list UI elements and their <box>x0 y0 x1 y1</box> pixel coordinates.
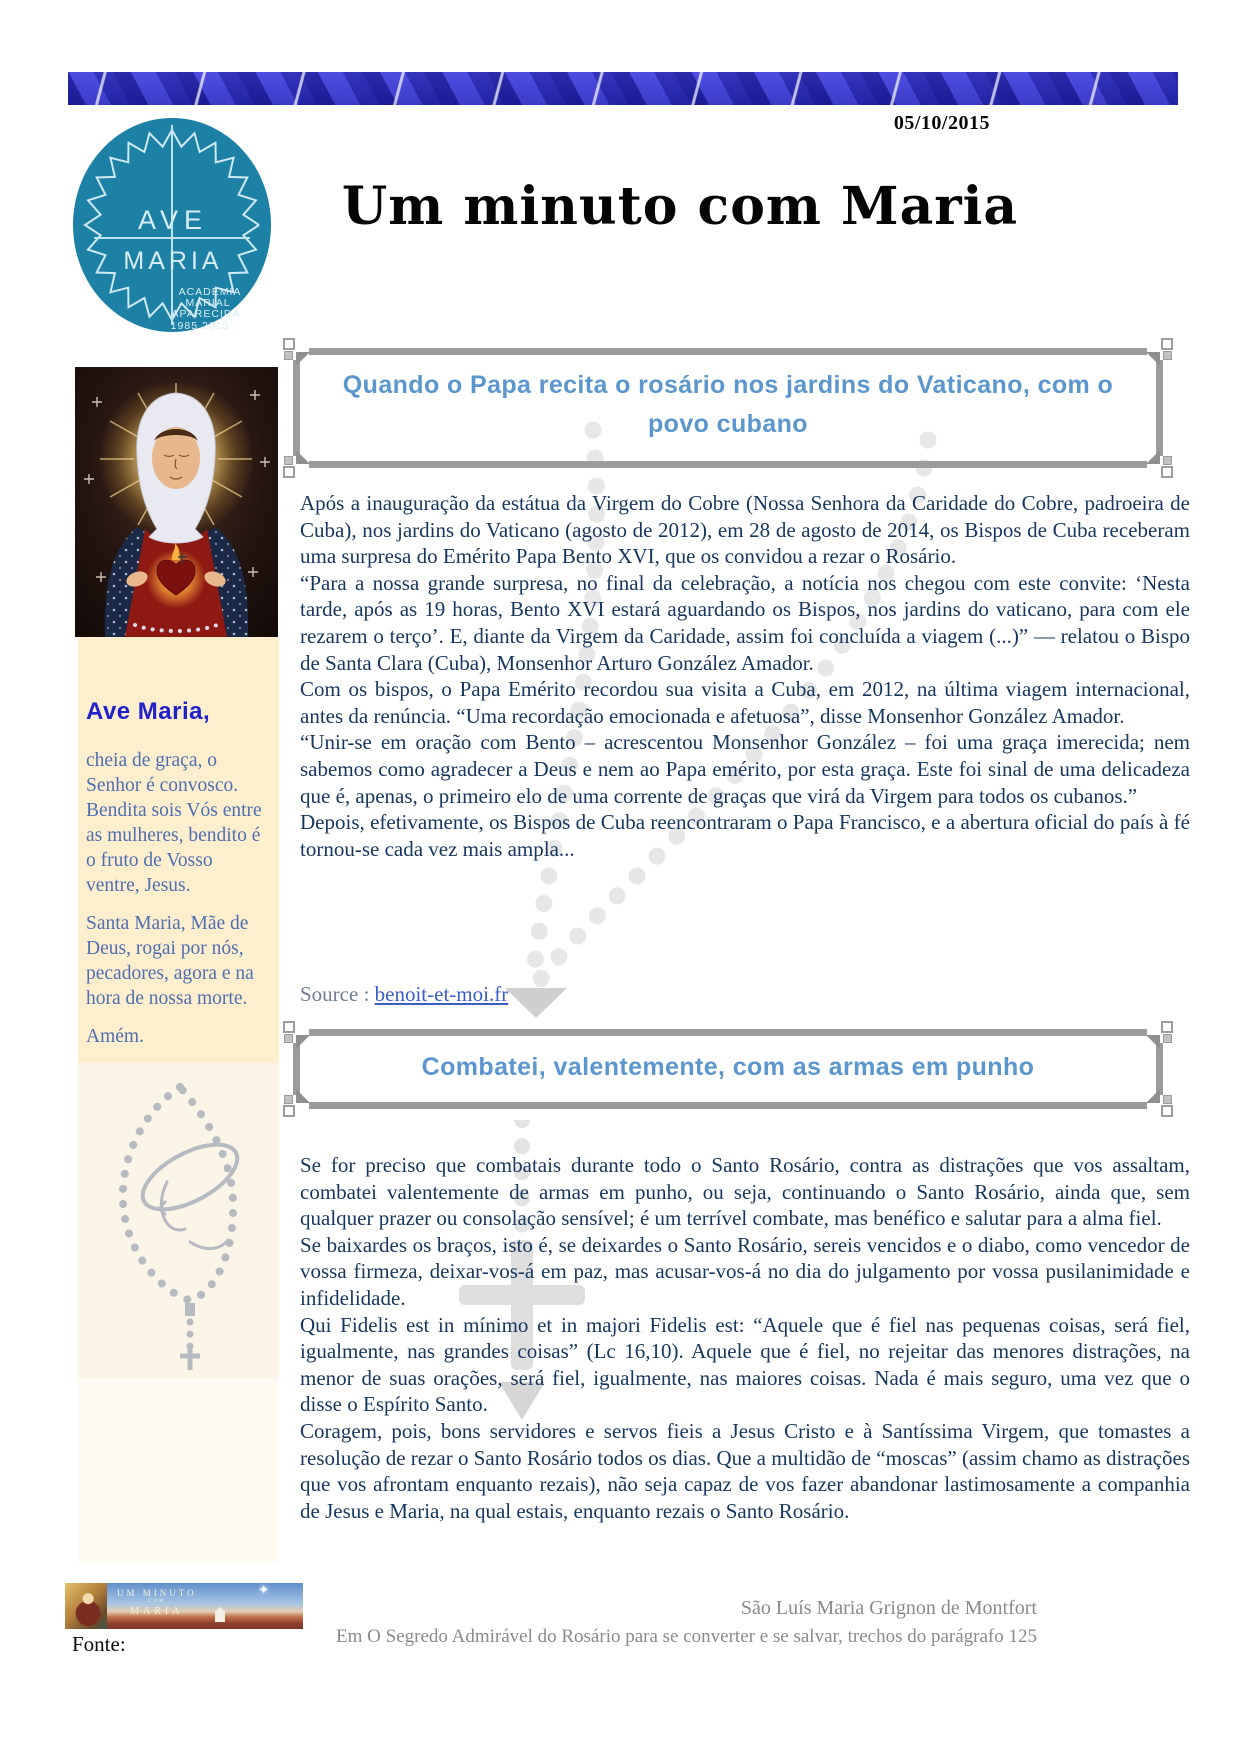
frame-border <box>1156 360 1163 456</box>
frame-border <box>309 461 1147 468</box>
sidebar-background-faint <box>78 1378 279 1563</box>
article2-body <box>300 1152 1190 1524</box>
frame-corner-ornament <box>283 1021 313 1051</box>
frame-border <box>309 1102 1147 1109</box>
logo-years: 1985 2015 <box>170 320 230 332</box>
source-label: Source : <box>300 982 370 1006</box>
virgin-mary-image <box>75 367 278 637</box>
frame-corner-ornament <box>1143 448 1173 478</box>
star-icon: ✦ <box>258 1583 269 1597</box>
footer-banner-line3: MARIA <box>130 1605 184 1617</box>
frame-border <box>293 360 300 456</box>
frame-corner-ornament <box>283 448 313 478</box>
frame-corner-ornament <box>1143 338 1173 368</box>
frame-corner-ornament <box>283 1087 313 1117</box>
prayer-paragraph: Santa Maria, Mãe de Deus, rogai por nós, pecadores, agora e na hora de nossa morte. <box>86 913 254 1009</box>
footer-banner-line1: UM MINUTO <box>117 1588 197 1598</box>
footer-banner-landscape <box>107 1583 303 1629</box>
frame-corner-ornament <box>283 338 313 368</box>
footer-banner-image <box>65 1583 303 1629</box>
issue-date: 05/10/2015 <box>893 112 990 134</box>
article-paragraph: Qui Fidelis est in mínimo et in majori Fidelis est: “Aquele que é fiel nas pequenas coisas, será fiel, igualmente, nas grandes coisas” (Lc 16,10). Aquele que é fiel, no rejeitar das menores distrações, na menor de suas orações, será fiel, igualmente, nas maiores coisas. Nada é mais seguro, uma vez que o disse o Espírito Santo. <box>300 1312 1190 1417</box>
frame-corner-ornament <box>1143 1087 1173 1117</box>
logo-sub1: ACADEMIA <box>178 286 242 298</box>
prayer-paragraph: Amém. <box>86 1026 144 1047</box>
source-row <box>300 982 508 1007</box>
rosary-drawing <box>95 1082 265 1372</box>
logo-word-ave: AVE <box>137 205 209 235</box>
footer-banner-line2: COM <box>148 1599 166 1605</box>
article-paragraph: Depois, efetivamente, os Bispos de Cuba reencontraram o Papa Francisco, e a abertura oficial do país à fé tornou-se cada vez mais ampla... <box>300 810 1190 861</box>
article-paragraph: Se for preciso que combatais durante todo o Santo Rosário, contra as distrações que vos assaltam, combatei valentemente de armas em punho, ou seja, continuando o Santo Rosário, ainda que, sem qualquer prazer ou consolação sensível; é um terrível combate, mas benéfico e salutar para a alma fiel. <box>300 1153 1190 1231</box>
prayer-title: Ave Maria, <box>86 698 211 725</box>
prayer-paragraph: cheia de graça, o Senhor é convosco. Bendita sois Vós entre as mulheres, bendito é o fruto de Vosso ventre, Jesus. <box>86 750 262 896</box>
church-silhouette <box>215 1607 225 1622</box>
top-banner <box>68 72 1178 105</box>
logo-word-maria: MARIA <box>123 247 223 275</box>
article-paragraph: Se baixardes os braços, isto é, se deixardes o Santo Rosário, sereis vencidos e o diabo, como vencedor de vossa firmeza, deixar-vos-á em paz, mas acusar-vos-á no dia do julgamento por vossa pusilanimidade e infidelidade. <box>300 1232 1190 1310</box>
article1-body <box>300 490 1190 862</box>
article-paragraph: Após a inauguração da estátua da Virgem do Cobre (Nossa Senhora da Caridade do Cobre, padroeira de Cuba), nos jardins do Vaticano (agosto de 2012), em 28 de agosto de 2014, os Bispos de Cuba receberam uma surpresa do Emérito Papa Bento XVI, que os convidou a rezar o Rosário. <box>300 491 1190 569</box>
article-paragraph: Com os bispos, o Papa Emérito recordou sua visita a Cuba, em 2012, na última viagem internacional, antes da renúncia. “Uma recordação emocionada e afetuosa”, disse Monsenhor González Amador. <box>300 677 1190 728</box>
logo-sub2: MARIAL <box>185 297 231 309</box>
article-paragraph: “Unir-se em oração com Bento – acrescentou Monsenhor González – foi uma graça imerecida; nem sabemos como agradecer a Deus e nem ao Papa emérito, por esta graça. Este foi sinal de uma delicadeza que é, apenas, o primeiro elo de uma corrente de graças que virá da Virgem para todos os cubanos.” <box>300 730 1190 808</box>
page-title: Um minuto com Maria <box>341 176 1019 237</box>
logo-sub3: APARECIDA <box>171 308 241 320</box>
article-paragraph: “Para a nossa grande surpresa, no final da celebração, a notícia nos chegou com este convite: ‘Nesta tarde, após as 19 horas, Bento XVI estará aguardando os Bispos, nos jardins do vaticano, para com ele rezarem o terço’. E, diante da Virgem da Caridade, assim foi concluída a viagem (...)” — relatou o Bispo de Santa Clara (Cuba), Monsenhor Arturo González Amador. <box>300 570 1190 675</box>
article1-heading: Quando o Papa recita o rosário nos jardins do Vaticano, com o povo cubano <box>342 371 1114 438</box>
article2-heading-frame <box>283 1021 1173 1117</box>
footer-banner-title <box>117 1588 197 1618</box>
frame-corner-ornament <box>1143 1021 1173 1051</box>
attribution <box>300 1597 1037 1648</box>
frame-border <box>309 348 1147 355</box>
article-paragraph: Coragem, pois, bons servidores e servos fieis a Jesus Cristo e à Santíssima Virgem, que tomastes a resolução de rezar o Santo Rosário todos os dias. Que a multidão de “moscas” (assim chamo as distrações que vos afrontam enquanto rezais), não seja capaz de vos fazer abandonar lastimosamente a companhia de Jesus e Maria, na qual estais, enquanto rezais o Santo Rosário. <box>300 1418 1190 1523</box>
article1-heading-frame <box>283 338 1173 478</box>
source-link[interactable]: benoit-et-moi.fr <box>374 982 509 1006</box>
fonte-label: Fonte: <box>72 1632 126 1656</box>
prayer-text <box>86 748 270 1062</box>
attribution-work: Em O Segredo Admirável do Rosário para se converter e se salvar, trechos do parágrafo 125 <box>336 1626 1037 1647</box>
article2-heading: Combatei, valentemente, com as armas em punho <box>421 1053 1035 1081</box>
mary-icon-thumbnail <box>65 1583 107 1629</box>
attribution-author: São Luís Maria Grignon de Montfort <box>740 1597 1037 1619</box>
ave-maria-logo <box>72 116 272 334</box>
frame-border <box>309 1029 1147 1036</box>
